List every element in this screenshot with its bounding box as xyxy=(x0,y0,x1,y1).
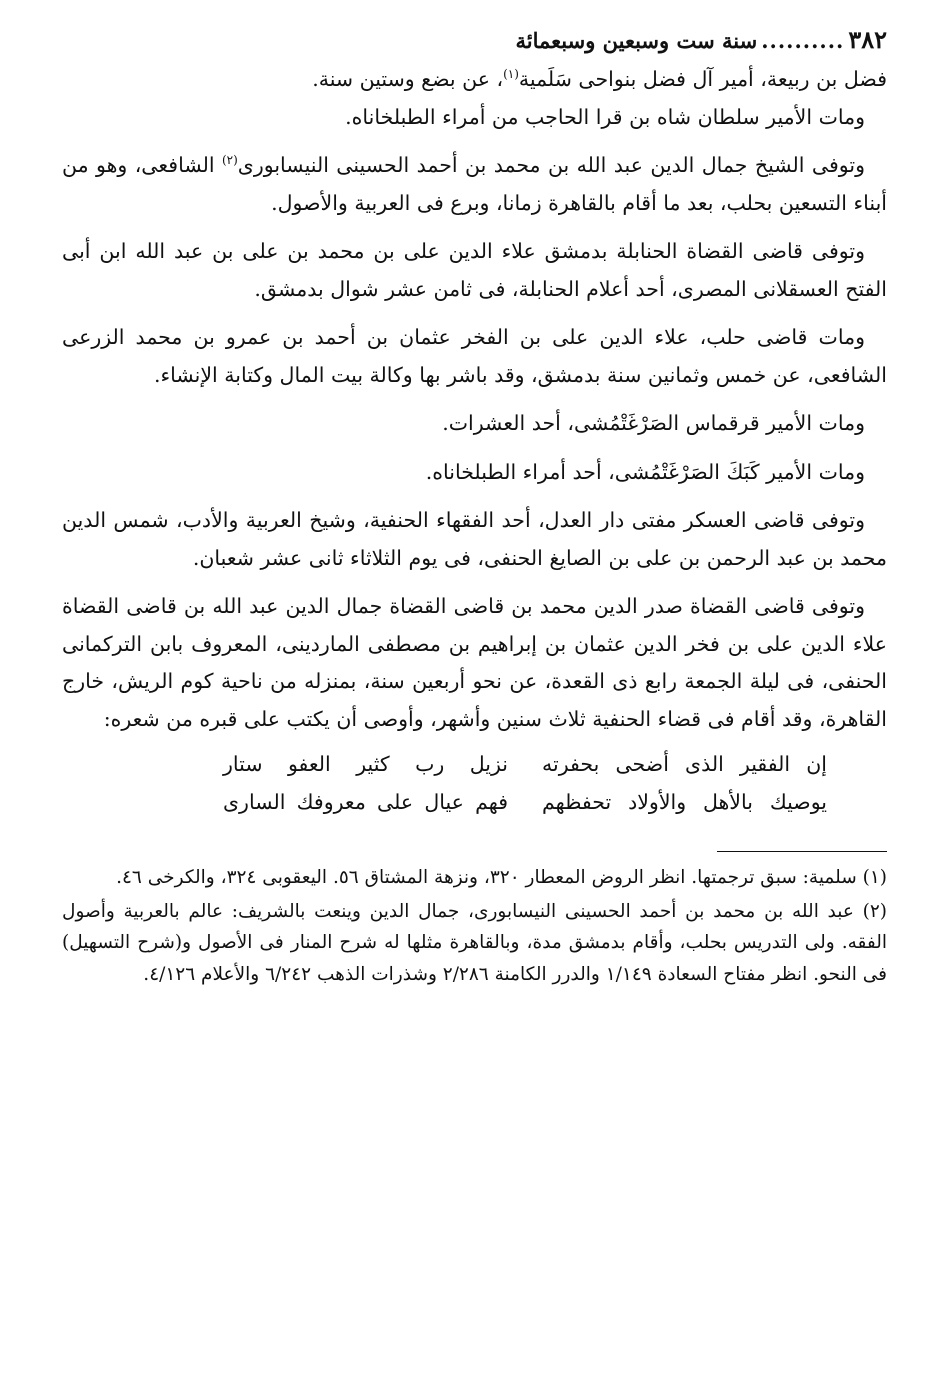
footnote-ref-1: (١) xyxy=(503,67,519,82)
paragraph-1: فضل بن ربيعة، أمير آل فضل بنواحى سَلَمية$^{(١)}$، عن بضع وستين سنة. xyxy=(312,67,887,91)
verse-2-second-hemistich: فهم عيال على معروفك السارى xyxy=(223,789,508,814)
footnote-ref-2: (٢) xyxy=(221,153,238,168)
running-title: سنة ست وسبعين وسبعمائة xyxy=(515,28,758,53)
paragraph-5: ومات قاضى حلب، علاء الدين على بن الفخر عثمان بن أحمد بن عمرو بن محمد الزرعى الشافعى، عن خمس وثمانين سنة بدمشق، وقد باشر بها وكالة بيت المال وكتابة الإنشاء. xyxy=(62,325,887,387)
poem xyxy=(62,746,887,821)
poem-verse-2 xyxy=(62,784,827,822)
paragraph-7: ومات الأمير كَبَكَ الصَرْغَتْمُشى، أحد أمراء الطبلخاناه. xyxy=(425,459,865,484)
verse-1-first-hemistich: إن الفقير الذى أضحى بحفرته xyxy=(542,752,827,776)
paragraph-8: وتوفى قاضى العسكر مفتى دار العدل، أحد الفقهاء الحنفية، وشيخ العربية والأدب، شمس الدين محمد بن عبد الرحمن بن على بن الصايغ الحنفى، فى يوم الثلاثاء ثانى عشر شعبان. xyxy=(62,508,887,570)
footnote-1: (١) سلمية: سبق ترجمتها. انظر الروض المعطار ٣٢٠، ونزهة المشتاق ٥٦. اليعقوبى ٣٢٤، والكرخى ٤٦. xyxy=(116,867,887,888)
poem-verse-1 xyxy=(62,746,827,784)
paragraph-4: وتوفى قاضى القضاة الحنابلة بدمشق علاء الدين على بن محمد بن على بن عبد الله ابن أبى الفتح العسقلانى المصرى، أحد أعلام الحنابلة، فى ثامن عشر شوال بدمشق. xyxy=(62,239,887,301)
header-leader-dots: .......... xyxy=(761,28,845,53)
footnote-separator xyxy=(717,851,887,852)
running-header xyxy=(62,22,887,59)
paragraph-3: وتوفى الشيخ جمال الدين عبد الله بن محمد بن أحمد الحسينى النيسابورى$^{(٢)}$ الشافعى، وهو من أبناء التسعين بحلب، بعد ما أقام بالقاهرة زمانا، وبرع فى العربية والأصول. xyxy=(62,153,887,215)
paragraph-9: وتوفى قاضى القضاة صدر الدين محمد بن قاضى القضاة جمال الدين عبد الله بن قاضى القضاة علاء الدين على بن فخر الدين عثمان بن إبراهيم بن مصطفى الماردينى، المعروف بابن التركمانى الحنفى، فى ليلة الجمعة رابع ذى القعدة، عن نحو أربعين سنة، بمنزله من ناحية كوم الريش، خارج القاهرة، وقد أقام فى قضاء الحنفية ثلاث سنين وأشهر، وأوصى أن يكتب على قبره من شعره: xyxy=(62,594,887,731)
verse-2-first-hemistich: يوصيك بالأهل والأولاد تحفظهم xyxy=(542,789,827,814)
footnote-2: (٢) عبد الله بن محمد بن أحمد الحسينى النيسابورى، جمال الدين وينعت بالشريف: عالم بالعربية وأصول الفقه. ولى التدريس بحلب، وأقام بدمشق مدة، وبالقاهرة مثلها له شرح المنار فى الأصول و(شرح التسهيل) فى النحو. انظر مفتاح السعادة ١/١٤٩ والدرر الكامنة ٢/٢٨٦ وشذرات الذهب ٦/٢٤٢ والأعلام ٤/١٢٦. xyxy=(62,900,887,985)
paragraph-6: ومات الأمير قرقماس الصَرْغَتْمُشى، أحد العشرات. xyxy=(442,411,865,435)
page-number: ٣٨٢ xyxy=(848,25,887,54)
verse-1-second-hemistich: نزيل رب كثير العفو ستار xyxy=(223,752,508,776)
paragraph-2: ومات الأمير سلطان شاه بن قرا الحاجب من أمراء الطبلخاناه. xyxy=(345,104,865,129)
